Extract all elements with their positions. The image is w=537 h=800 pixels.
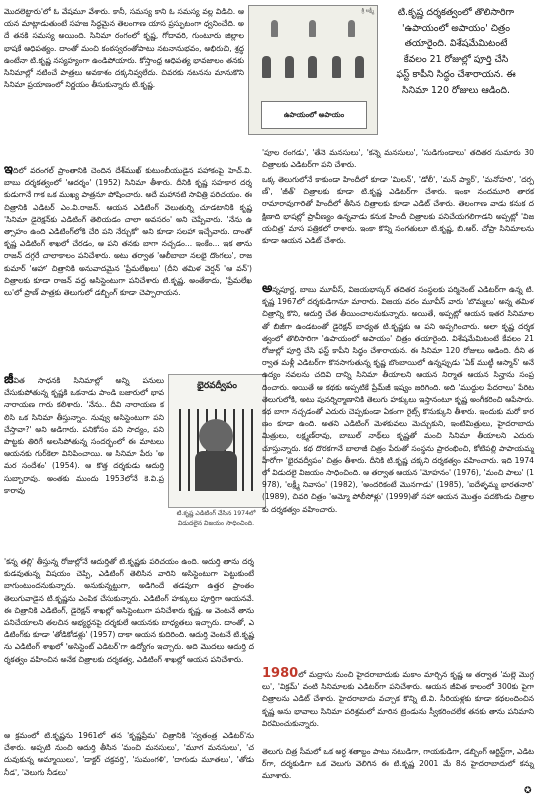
drop-letter-3: అ — [262, 281, 273, 296]
poster-header: శ్రీ లక్ష్మీ — [361, 8, 374, 14]
movie-poster-upayamlo-apayam — [248, 5, 378, 135]
headline-line-6: సినిమా 120 రోజులు ఆడింది. — [401, 84, 511, 96]
headline-line-5: ఫస్ట్ కాపీని సిద్ధం చేశారాయన. ఈ — [396, 69, 516, 81]
paragraph-amara-sandesam — [4, 374, 164, 497]
drop-letter-2: జీ — [4, 372, 14, 387]
paragraph-hindi-films: ఒక్క తెలుగులోనే కాకుండా హిందీలో కూడా 'మిలన్', 'డోలీ', 'మన్ ప్యార్', 'మనోహరి', 'దర్పణ్', 'జీత్' చిత్రాలకు కూడా టి.కృష్ణ ఎడిటర్‌గా చేశారు. ఇంకా నందమూరి తారక రామారావుగారితో హిందీలో తీసిన చిత్రాలకు కూడా ఎడిట్ చేశారు. తెలంగాణ వాడు కనుక దక్షిణాది భాషల్లో ప్రావీణ్యం ఉన్నవాడు కనుక హిందీ చిత్రాలకు పనిచేయగలిగాడని అప్పట్లో 'విజయచిత్ర' మాస పత్రికలో రాశారు. ఇంకా కొన్ని సంగతులూ టి.కృష్ణ, బి.ఆర్. చోప్రా సినిమాలను కూడా ఆయన ఎడిట్ చేశారు. — [262, 175, 534, 246]
paragraph-amara-sandesam-text: విత సాధనకి సినిమాల్లో అన్ని పనులు చేసుకుపోతున్న కృష్ణకి ఒకనాడు పాండి బజారులో భావనారాయణ గారు కలిశారు. 'నేను.. దీవి నారాయణ కలిసి ఒక సినిమా తీస్తున్నాం. నువ్వు అసిస్టెంటుగా పని చేస్తావా?' అని అడిగారు. పనికోసం పని సాద్యం, పని పొట్టకు తిరిగే అలసిపోతున్న సందర్భంలో ఈ మాటలు ఆయనకు గుర్‌కెలా వినిపించాయి. ఆ సినిమా పేరు 'అమర సందేశం' (1954). ఆ కొత్త దర్శకుడు ఆదుర్తి సుబ్బారావు. అంతకు ముందు 1953లోనే కె.వి.ప్రకారావు — [4, 376, 164, 495]
paragraph-intro: మొదలెట్టారు'లో ఓ వేషమూ వేశారు. కానీ, సమస్య కాని ఓ సమస్య వల్ల విడిచి. ఆయన మాట్లాడుతుంటే సహజ సిద్ధమైన తెలంగాణ యాస ప్రస్ఫుటంగా ధ్వనించేది. అదే తనకి సమస్య అయింది. సినిమా రంగంలో కృష్ణ, గోదావరి, గుంటూరు జిల్లాల భాషకే ఆధిపత్యం. దాంతో మంచి కంఠస్వరంతోపాటు నటనానుభవం, అభిరుచి, శ్రద్ధ ఉంటేనా టి.కృష్ణ నస్యహ్యంగా ఉండిపోయారు. కోస్తాంధ్ర ఆధిపత్య భావజాలం తనకు సినిమాల్లో నటించే పాత్రలు అవకాశం దక్కనివ్వలేదు. చివరకు నటనను మానుకొని సినిమా ప్రయాణంలో నిర్ణయం తీసుకున్నారు టి.కృష్ణ. — [4, 7, 244, 90]
paragraph-30-films: 'పూల రంగడు', 'తేనె మనసులు', 'కన్నె మనసులు', 'సుడిగుండాలు' తదితర సుమారు 30 చిత్రాలకు ఎడిటర్‌గా పని చేశారు. — [262, 148, 534, 170]
paragraph-aadurthi: 'కన్న తల్లి' తీస్తున్న రోజుల్లోనే ఆదుర్తితో టి.కృష్ణకు పరిచయం ఉంది. ఆదుర్తి తాను దర్శకుడవుతున్న విషయం చెప్పి, ఎడిటింగ్ తెలిసిన వారిని అసిస్టెంటుగా పెట్టుకుంటే బాగుంటుందనుకున్నారు. అనుకున్నట్టుగా, అడిగిందే తడవుగా ఉత్తర ప్రాంతం తెలుగువాడైన టి.కృష్ణను ఎంపిక చేసుకున్నారు. ఎడిటింగ్ హక్కులు పూర్తిగా ఆయనవే. ఈ చిత్రానికి ఎడిటింగ్, డైరెక్షన్ శాఖల్లో అసిస్టెంటుగా పనిచేశారు కృష్ణ. ఆ వెంటనే తాను పనిచేయాలని తలచిన అభ్యర్థనపై దర్శకులే ఆయనకు బాధ్యతలు ఇచ్చారు. దాంతో, ఎడిటింగ్‌కు కూడా 'తోడికోడళ్లు' (1957) దాకా ఆయన కుదిరింది. ఆదుర్తి వెంటనే టి.కృష్ణను ఎడిటింగ్ శాఖలో 'అసిస్టెంట్ ఎడిటర్'గా ఉద్యోగం ఇచ్చారు. అది మొదలు ఆదుర్తి దర్శకత్వం వహించిన అనేక చిత్రాలకు దర్శకత్వ, ఎడిటింగ్ శాఖల్లో ఆయన పనిచేశారు. — [4, 557, 254, 664]
headline-line-1: టి.కృష్ణ దర్శకత్వంలో తొలిసారిగా — [397, 7, 515, 18]
poster-title: ఉపాయంలో అపాయం — [261, 101, 367, 129]
headline-line-4: కేవలం 21 రోజుల్లో పూర్తి చేసి — [403, 53, 509, 65]
paragraph-1980 — [262, 668, 534, 730]
paragraph-krishna-prema: ఆ క్రమంలో టి.కృష్ణను 1961లో తన 'కృష్ణప్రేమ' చిత్రానికి 'స్వతంత్ర ఎడిటర్'ను చేశారు. అప్పటి నుంచి ఆదుర్తి తీసిన 'మంచి మనసులు', 'మూగ మనసులు', 'చదువుకున్న అమ్మాయిలు', 'డాక్టర్ చక్రవర్తి', 'సుమంగళి', 'దాగుడు మూతలు', 'తోడు నీడ', 'వెలుగు నీడలు' — [4, 731, 254, 777]
end-mark-icon: ✪ — [524, 786, 532, 796]
paragraph-adarsham-text: దిలో వరంగల్ ప్రాంతానికి చెందిన దేశ్‌ముఖ్ కుటుంబీయుడైన పహాకంపై హెచ్.వి.బాబు దర్శకత్వంలో 'ఆదర్శం' (1952) సినిమా తీశారు. దీనికి కృష్ణ సహకార దర్శకుడుగానే గాక ఒక ముఖ్య పాత్రనూ పోషించారు. అదే మహానటి సావిత్రి పరిచయం. ఈ చిత్రానికి ఎడిటర్ ఎం.వి.రాజన్. ఆయన ఎడిటింగ్ వెలుతుర్ని చూడటానికి కృష్ణ 'సినిమా డైరెక్షన్‌కు ఎడిటింగ్ తెలియడం చాలా అవసరం' అని చెప్పేవారు. 'నేను ఉత్సాహం ఉంది ఎడిటింగ్‌లోకి చేరి పని నేర్చుకో' అని కూడా సలహా ఇచ్చేవారు. దాంతో కృష్ణ ఎడిటింగ్ శాఖలో చేరడం, ఆ పని తనకు బాగా నచ్చడం... ఇంకేం... ఇక తాను రాజన్ దగ్గరే చాలాకాలం పనిచేశారు. అటు తర్వాత 'ఆలీబాబా నలభై దొంగలు', రాజకుమార్ 'ఆహా' చిత్రానికి అనువాదమైన 'ప్రేమలేఖలు' (దీని తమిళ వెర్షన్ 'ఆ వన్') చిత్రాలకు కూడా రాజన్ వద్ద అసిస్టెంటుగా పనిచేశారు టి.కృష్ణ. అంతేకాదు, 'ప్రేమలేఖలు'లో ప్రాణ్ పాత్రకు తెలుగులో డబ్బింగ్ కూడా చెప్పారాయన. — [4, 166, 252, 298]
poster-figures-bottom — [255, 56, 371, 78]
poster-figures-top — [255, 20, 371, 37]
poster-mid-title: భైరవద్వీపం — [197, 381, 237, 391]
poster-caption: టి.కృష్ణ ఎడిటింగ్ చేసిన 1974లో విడుదలైన విజయం సాధించింది. — [176, 510, 256, 527]
poster-face — [199, 419, 233, 453]
paragraph-final: తెలుగు చిత్ర సీమలో ఒక అర్ధ శతాబ్దం పాటు నటుడిగా, గాయకుడిగా, డబ్బింగ్ ఆర్టిస్ట్‌గా, ఎడిటర్‌గా, దర్శకుడిగా ఒక వెలుగు వెలిగిన ఈ టి.కృష్ణ 2001 మే 8న హైదరాబాదులో కన్ను మూశారు. — [262, 747, 534, 781]
paragraph-1980-text: లో మద్రాసు నుంచి హైదరాబాదుకు మకాం మార్చిన కృష్ణ ఆ తర్వాత 'మల్లె మొగ్గలు', 'విక్రమ్' వంటి సినిమాలకు ఎడిటర్‌గా పనిచేశారు. ఆయన జీవిత కాలంలో 300కు పైగా చిత్రాలను ఎడిట్ చేశారు. హైదరాబాదు వచ్చాక కొన్ని టి.వి. సీరియళ్లకు కూడా కథలందించిన కృష్ణ అను భావాలు సినిమా పరిశ్రమలో మారిన ట్రెండును స్వీకరించలేక తనకు తాను పనిమాని విరమించుకున్నారు. — [262, 670, 534, 728]
paragraph-adarsham — [4, 164, 252, 299]
headline-line-2: 'ఉపాయంలో అపాయం' చిత్రం — [402, 22, 510, 34]
drop-letter-1: ఇ — [4, 162, 13, 177]
headline-line-3: తయారైంది. విశేషమేమిటంటే — [404, 38, 508, 50]
paragraph-director-career-text: న్నపూర్ణ, బాబు మూవీస్, విజయభాస్కర్ తదితర సంస్థలకు పర్మినెంట్ ఎడిటర్‌గా ఉన్న టి.కృష్ణ 1967లో దర్శకుడిగానూ మారారు. విజయ వరం మూవీస్ వారు 'బొమ్మలు' అన్న తమిళ చిత్రాన్ని కొని, ఆదుర్తి చేత తీయించాలనుకున్నారు. అయితే, అప్పట్లో ఆయన ఇతర సినిమాలతో బిజీగా ఉండటంతో డైరెక్షన్ బాధ్యత టి.కృష్ణకు ఆ పని అప్పగించారు. అలా కృష్ణ దర్శకత్వంలో తొలిసారిగా 'ఉపాయంలో అపాయం' చిత్రం తయారైంది. విశేషమేమిటంటే కేవలం 21 రోజుల్లో పూర్తి చేసి ఫస్ట్ కాపీని సిద్ధం చేశారాయన. ఈ సినిమా 120 రోజులు ఆడింది. దీని తర్వాత మళ్లీ ఎడిటర్‌గా కొనసాగుతున్న కృష్ణ బొంబాయిలో ఉన్నప్పుడు 'ఏక్ ముట్ఠీ ఆస్మాన్' అనే ఉద్యం నవలను చదివి దాన్ని సినిమా తీయాలని ఆయన నిర్మాత ఆయన సిన్హాను సంప్రదించారు. అయితే ఆ కథకు అప్పటికే ప్రేమ్‌జీ ఇష్యం జరిగింది. అది 'ముద్దుల పేదరాలు' పేరిట తెలుగులోకి, అటు పునర్నిర్మాణానికి తెలుగు హక్కులు ఇస్తానంటూ కృష్ణ అంగీకరించి ఆపేసారు. కథ బాగా నచ్చడంతో ఎదురు చెప్పకుండా ఏకంగా రైట్స్ కొనుక్కుని తీశారు. ఇందుకు మరో కారణం కూడా ఉంది. అతని ఎడిటింగ్ మెళకువలు మెచ్చుకుని, ఇంటిమిత్రులు, హైదరాబాదు మిత్రులు, లక్ష్మణ్‌రావు, బాబుల్ నాథ్‌లు కృష్ణతో మంచి సినిమా తీయాలని ఎదురు చూస్తున్నారు. కథ దొరకగానే బాలాజీ చిత్రం పేరుతో సంస్థను ప్రారంభించి, కోటిపల్లి పాపాయమ్మ హీరోగా 'భైరవద్వీపం' చిత్రం తీశారు. దీనికి టి.కృష్ణ చక్కని దర్శకత్వం వహించారు. ఇది 1974లో విడుదలై విజయం సాధించింది. ఆ తర్వాత ఆయన 'మోహనం' (1976), 'మంచి పాలు' (1978), 'లక్ష్మీ నివాసం' (1982), 'అందరికంటే మొనగాడు' (1985), 'ఐదేళ్ళమ్మ భారతనారి' (1989), చివరి చిత్రం 'అమ్మో పోలీసోళ్లు' (1999)తో సహా ఆయన మొత్తం పదకొండు చిత్రాలకు దర్శకత్వం వహించారు. — [262, 285, 534, 514]
poster-body — [195, 451, 237, 491]
paragraph-director-career — [262, 283, 534, 516]
year-1980: 1980 — [262, 666, 299, 681]
headline-box — [378, 5, 534, 99]
movie-poster-bhairava-dweepam — [168, 374, 266, 508]
